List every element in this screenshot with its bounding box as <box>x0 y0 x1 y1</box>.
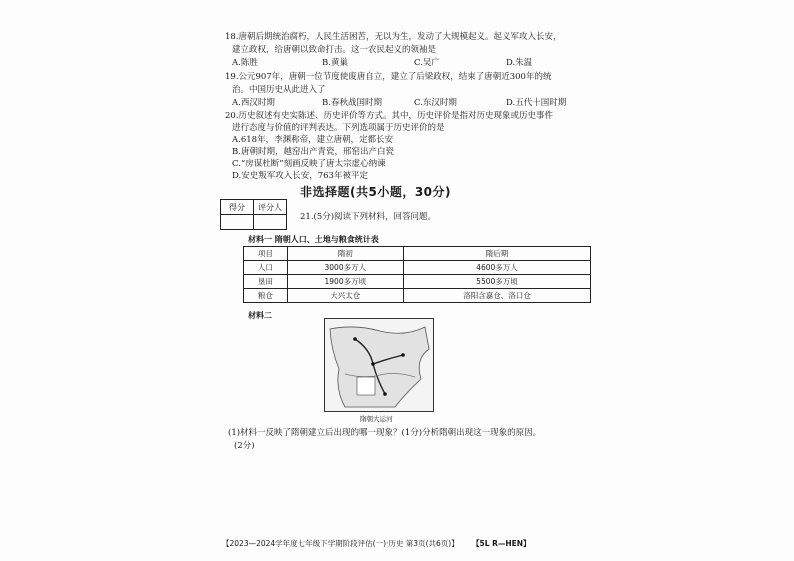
footer-right: 【5L R—HEN】 <box>472 539 531 548</box>
score-cell <box>221 215 254 230</box>
table-header: 隋初 <box>287 247 403 261</box>
grand-canal-map <box>324 318 434 412</box>
table-row <box>244 261 591 275</box>
table-cell: 粮仓 <box>244 289 288 303</box>
q18-option-c: C.吴广 <box>414 58 440 68</box>
material1-table <box>243 246 591 303</box>
footer-left: 【2023—2024学年度七年级下学期阶段评估(一)·历史 第3页(共6页)】 <box>222 539 459 548</box>
question1-line2: (2分) <box>234 441 255 451</box>
q18-option-d: D.朱温 <box>506 58 533 68</box>
table-header: 隋后期 <box>403 247 590 261</box>
q18-option-b: B.黄巢 <box>322 58 348 68</box>
q18-option-a: A.陈胜 <box>232 58 258 68</box>
q18-stem-line2: 建立政权，给唐朝以致命打击。这一农民起义的领袖是 <box>232 45 437 55</box>
table-cell: 5500多万顷 <box>403 275 590 289</box>
table-cell: 4600多万人 <box>403 261 590 275</box>
q20-stem-line2: 进行态度与价值的评判表达。下列选项属于历史评价的是 <box>232 123 445 133</box>
table-cell: 1900多万顷 <box>287 275 403 289</box>
map-illustration <box>325 319 433 411</box>
table-cell: 人口 <box>244 261 288 275</box>
q20-option-a: A.618年，李渊称帝，建立唐朝，定都长安 <box>232 135 394 145</box>
q20-option-d: D.安史叛军攻入长安，763年被平定 <box>232 171 368 181</box>
table-cell: 3000多万人 <box>287 261 403 275</box>
q19-stem-line1: 19.公元907年，唐朝一位节度使废唐自立，建立了后梁政权，结束了唐朝近300年的统 <box>225 72 552 82</box>
map-caption: 隋朝大运河 <box>360 415 393 423</box>
q19-stem-line2: 治。中国历史从此进入了 <box>232 85 326 95</box>
grader-label: 评分人 <box>254 200 287 215</box>
score-label: 得分 <box>221 200 254 215</box>
section-title: 非选择题(共5小题，30分) <box>300 185 452 199</box>
q20-option-c: C.“房谋杜断”刻画反映了唐太宗虚心纳谏 <box>232 159 386 169</box>
table-header-row <box>244 247 591 261</box>
table-cell: 洛阳含嘉仓、洛口仓 <box>403 289 590 303</box>
q20-option-b: B.唐朝时期，越窑出产青瓷，邢窑出产白瓷 <box>232 147 394 157</box>
q19-option-c: C.东汉时期 <box>414 98 457 108</box>
table-header: 项目 <box>244 247 288 261</box>
grader-cell <box>254 215 287 230</box>
q19-option-a: A.西汉时期 <box>232 98 275 108</box>
table-cell: 垦田 <box>244 275 288 289</box>
q20-stem-line1: 20.历史叙述有史实陈述、历史评价等方式。其中，历史评价是指对历史现象或历史事件 <box>225 111 554 121</box>
table-cell: 大兴太仓 <box>287 289 403 303</box>
q19-option-d: D.五代十国时期 <box>506 98 567 108</box>
material1-title: 材料一 隋朝人口、土地与粮食统计表 <box>248 234 379 244</box>
q18-stem-line1: 18.唐朝后期统治腐朽，人民生活困苦，无以为生，发动了大规模起义。起义军攻入长安， <box>225 32 562 42</box>
material2-title: 材料二 <box>248 310 272 320</box>
question1-line1: (1)材料一反映了隋朝建立后出现的哪一现象？(1分)分析隋朝出现这一现象的原因。 <box>228 428 542 438</box>
table-row <box>244 289 591 303</box>
score-table <box>220 199 287 230</box>
table-row <box>244 275 591 289</box>
q19-option-b: B.春秋战国时期 <box>322 98 382 108</box>
q21-stem: 21.(5分)阅读下列材料，回答问题。 <box>300 212 437 222</box>
